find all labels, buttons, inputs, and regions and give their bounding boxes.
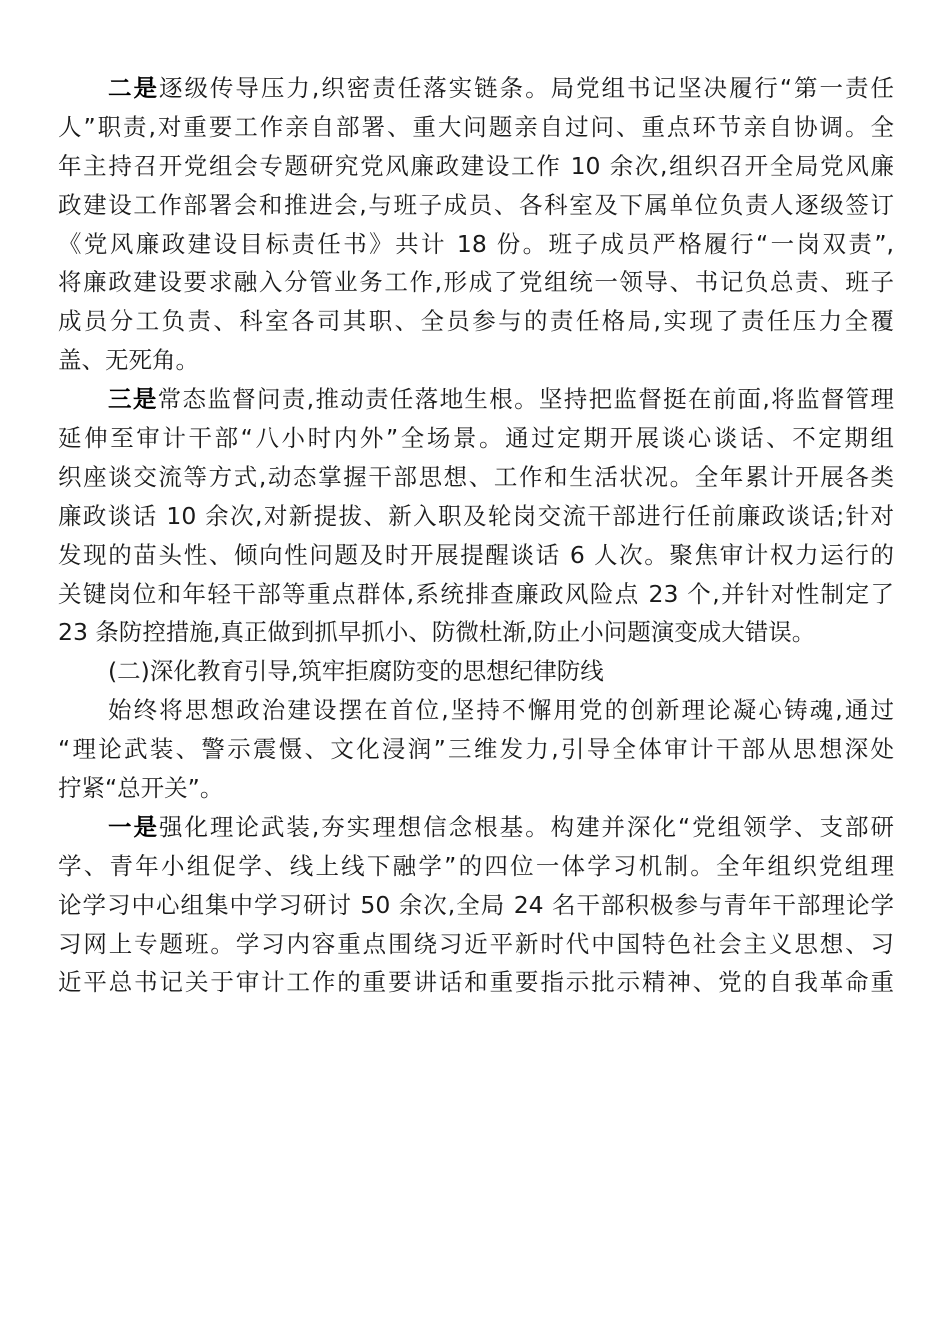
document-page (58, 69, 894, 1002)
line-text: 延伸至审计干部“八小时内外”全场景。通过定期开展谈心谈话、不定期组 (58, 424, 894, 453)
text-line (58, 108, 894, 147)
line-text: 拧紧“总开关”。 (58, 774, 224, 803)
line-text: 成员分工负责、科室各司其职、全员参与的责任格局,实现了责任压力全覆 (58, 307, 894, 336)
text-line (58, 925, 894, 964)
line-text: 23 条防控措施,真正做到抓早抓小、防微杜渐,防止小问题演变成大错误。 (58, 618, 816, 647)
text-line (58, 263, 894, 302)
line-text: 发现的苗头性、倾向性问题及时开展提醒谈话 6 人次。聚焦审计权力运行的 (58, 540, 894, 569)
text-line (58, 769, 894, 808)
line-text: 人”职责,对重要工作亲自部署、重大问题亲自过问、重点环节亲自协调。全 (58, 112, 894, 141)
line-text: 学、青年小组促学、线上线下融学”的四位一体学习机制。全年组织党组理 (58, 851, 894, 880)
text-line (58, 497, 894, 536)
line-text: 始终将思想政治建设摆在首位,坚持不懈用党的创新理论凝心铸魂,通过 (108, 696, 894, 725)
text-line (58, 613, 894, 652)
line-text: 常态监督问责,推动责任落地生根。坚持把监督挺在前面,将监督管理 (157, 385, 894, 414)
paragraph-start-line (58, 69, 894, 108)
line-text: 将廉政建设要求融入分管业务工作,形成了党组统一领导、书记负总责、班子 (58, 268, 894, 297)
paragraph-start-line (58, 808, 894, 847)
text-line (58, 302, 894, 341)
text-line (58, 575, 894, 614)
line-text: 逐级传导压力,织密责任落实链条。局党组书记坚决履行“第一责任 (158, 74, 894, 102)
text-line (58, 536, 894, 575)
line-text: 习网上专题班。学习内容重点围绕习近平新时代中国特色社会主义思想、习 (58, 929, 894, 958)
text-line (58, 341, 894, 380)
text-line (58, 691, 894, 730)
line-text: 强化理论武装,夯实理想信念根基。构建并深化“党组领学、支部研 (158, 812, 894, 841)
text-line (58, 963, 894, 1002)
text-line (58, 886, 894, 925)
text-line (58, 730, 894, 769)
line-text: 论学习中心组集中学习研讨 50 余次,全局 24 名干部积极参与青年干部理论学 (58, 890, 894, 919)
text-line (58, 419, 894, 458)
paragraph-start-line (58, 380, 894, 419)
line-text: 年主持召开党组会专题研究党风廉政建设工作 10 余次,组织召开全局党风廉 (58, 151, 894, 180)
line-text: 近平总书记关于审计工作的重要讲话和重要指示批示精神、党的自我革命重 (58, 968, 894, 997)
paragraph-lead-label: 三是 (108, 385, 158, 414)
line-text: 关键岗位和年轻干部等重点群体,系统排查廉政风险点 23 个,并针对性制定了 (58, 579, 894, 608)
line-text: (二)深化教育引导,筑牢拒腐防变的思想纪律防线 (108, 657, 604, 686)
paragraph-lead-label: 二是 (108, 74, 159, 102)
paragraph-lead-label: 一是 (108, 812, 159, 841)
line-text: 廉政谈话 10 余次,对新提拔、新入职及轮岗交流干部进行任前廉政谈话;针对 (58, 501, 894, 530)
line-text: 织座谈交流等方式,动态掌握干部思想、工作和生活状况。全年累计开展各类 (58, 462, 894, 491)
line-text: 盖、无死角。 (58, 346, 199, 375)
text-line (58, 847, 894, 886)
text-line (58, 147, 894, 186)
text-line (58, 652, 894, 691)
line-text: 《党风廉政建设目标责任书》共计 18 份。班子成员严格履行“一岗双责”, (58, 229, 894, 258)
text-line (58, 458, 894, 497)
line-text: “理论武装、警示震慑、文化浸润”三维发力,引导全体审计干部从思想深处 (58, 735, 894, 764)
line-text: 政建设工作部署会和推进会,与班子成员、各科室及下属单位负责人逐级签订 (58, 190, 894, 219)
text-line (58, 225, 894, 264)
text-line (58, 186, 894, 225)
